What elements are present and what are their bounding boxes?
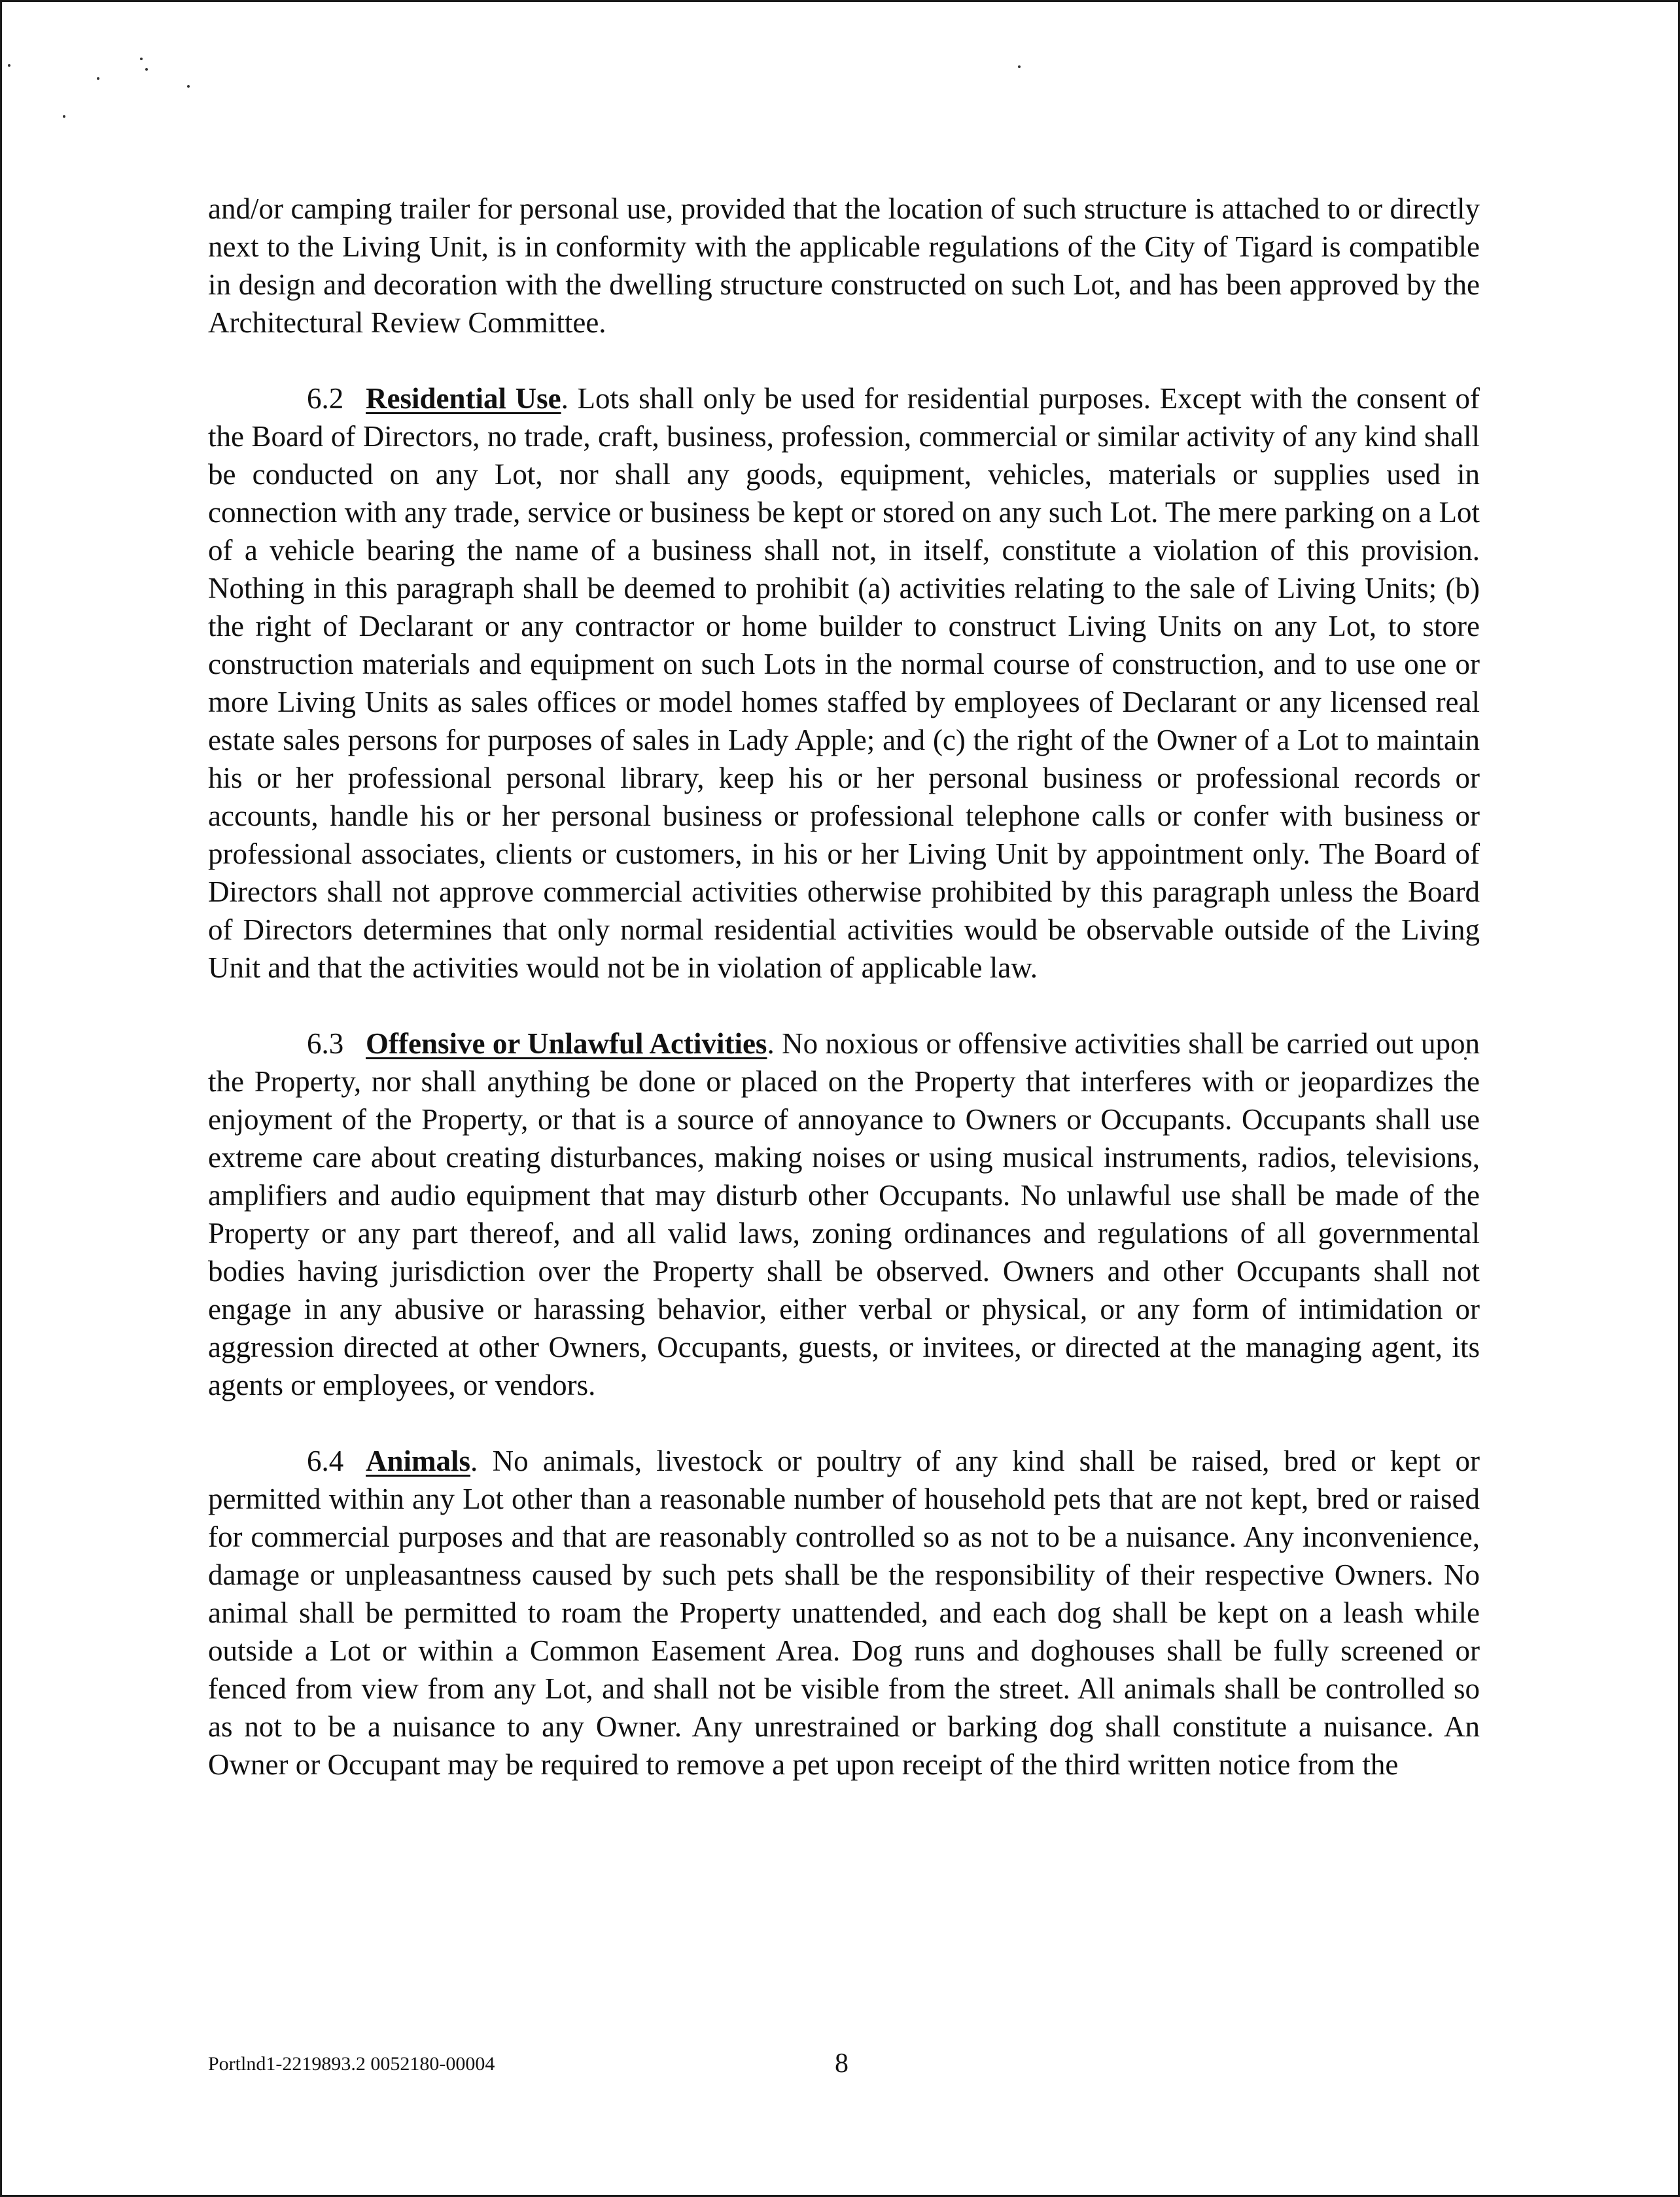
scan-speck — [63, 115, 65, 118]
scan-speck — [140, 58, 143, 60]
section-number: 6.3 — [307, 1027, 344, 1060]
page-number: 8 — [835, 2048, 849, 2079]
section-heading: Residential Use — [366, 382, 561, 415]
scan-speck — [8, 64, 10, 67]
footer-doc-id: Portlnd1-2219893.2 0052180-00004 — [208, 2053, 495, 2075]
section-heading: Animals — [366, 1445, 471, 1477]
section-number: 6.4 — [307, 1445, 344, 1477]
section-6-2 — [208, 379, 1480, 987]
scan-speck — [145, 68, 148, 71]
section-6-3 — [208, 1025, 1480, 1404]
document-body — [208, 190, 1480, 1821]
scan-speck — [187, 85, 190, 88]
section-heading: Offensive or Unlawful Activities — [366, 1027, 767, 1060]
scan-speck — [1018, 65, 1021, 68]
section-6-4 — [208, 1442, 1480, 1784]
section-text: . No noxious or offensive activities shall be carried out upon the Property, nor shall anything be done or placed on the Property that interferes with or jeopardizes the enjoyment of the Property, or that is a source of annoyance to Owners or Occupants. Occupants shall use extreme care about creating disturbances, making noises or using musical instruments, radios, televisions, amplifiers and audio equipment that may disturb other Occupants. No unlawful use shall be made of the Property or any part thereof, and all valid laws, zoning ordinances and regulations of all governmental bodies having jurisdiction over the Property shall be observed. Owners and other Occupants shall not engage in any abusive or harassing behavior, either verbal or physical, or any form of intimidation or aggression directed at other Owners, Occupants, guests, or invitees, or directed at the managing agent, its agents or employees, or vendors. — [208, 1027, 1480, 1401]
scan-speck — [97, 77, 99, 80]
section-text: . No animals, livestock or poultry of any kind shall be raised, bred or kept or permitted within any Lot other than a reasonable number of household pets that are not kept, bred or raised for commercial purposes and that are reasonably controlled so as not to be a nuisance. Any inconvenience, damage or unpleasantness caused by such pets shall be the responsibility of their respective Owners. No animal shall be permitted to roam the Property unattended, and each dog shall be kept on a leash while outside a Lot or within a Common Easement Area. Dog runs and doghouses shall be fully screened or fenced from view from any Lot, and shall not be visible from the street. All animals shall be controlled so as not to be a nuisance to any Owner. Any unrestrained or barking dog shall constitute a nuisance. An Owner or Occupant may be required to remove a pet upon receipt of the third written notice from the — [208, 1445, 1480, 1781]
section-number: 6.2 — [307, 382, 344, 415]
intro-paragraph: and/or camping trailer for personal use, provided that the location of such structure is attached to or directly next to the Living Unit, is in conformity with the applicable regulations of the City of Tigard is compatible in design and decoration with the dwelling structure constructed on such Lot, and has been approved by the Architectural Review Committee. — [208, 192, 1480, 339]
section-text: . Lots shall only be used for residential purposes. Except with the consent of the Board of Directors, no trade, craft, business, profession, commercial or similar activity of any kind shall be conducted on any Lot, nor shall any goods, equipment, vehicles, materials or supplies used in connection with any trade, service or business be kept or stored on any such Lot. The mere parking on a Lot of a vehicle bearing the name of a business shall not, in itself, constitute a violation of this provision. Nothing in this paragraph shall be deemed to prohibit (a) activities relating to the sale of Living Units; (b) the right of Declarant or any contractor or home builder to construct Living Units on any Lot, to store construction materials and equipment on such Lots in the normal course of construction, and to use one or more Living Units as sales offices or model homes staffed by employees of Declarant or any licensed real estate sales persons for purposes of sales in Lady Apple; and (c) the right of the Owner of a Lot to maintain his or her professional personal library, keep his or her personal business or professional records or accounts, handle his or her personal business or professional telephone calls or confer with business or professional associates, clients or customers, in his or her Living Unit by appointment only. The Board of Directors shall not approve commercial activities otherwise prohibited by this paragraph unless the Board of Directors determines that only normal residential activities would be observable outside of the Living Unit and that the activities would not be in violation of applicable law. — [208, 382, 1480, 984]
